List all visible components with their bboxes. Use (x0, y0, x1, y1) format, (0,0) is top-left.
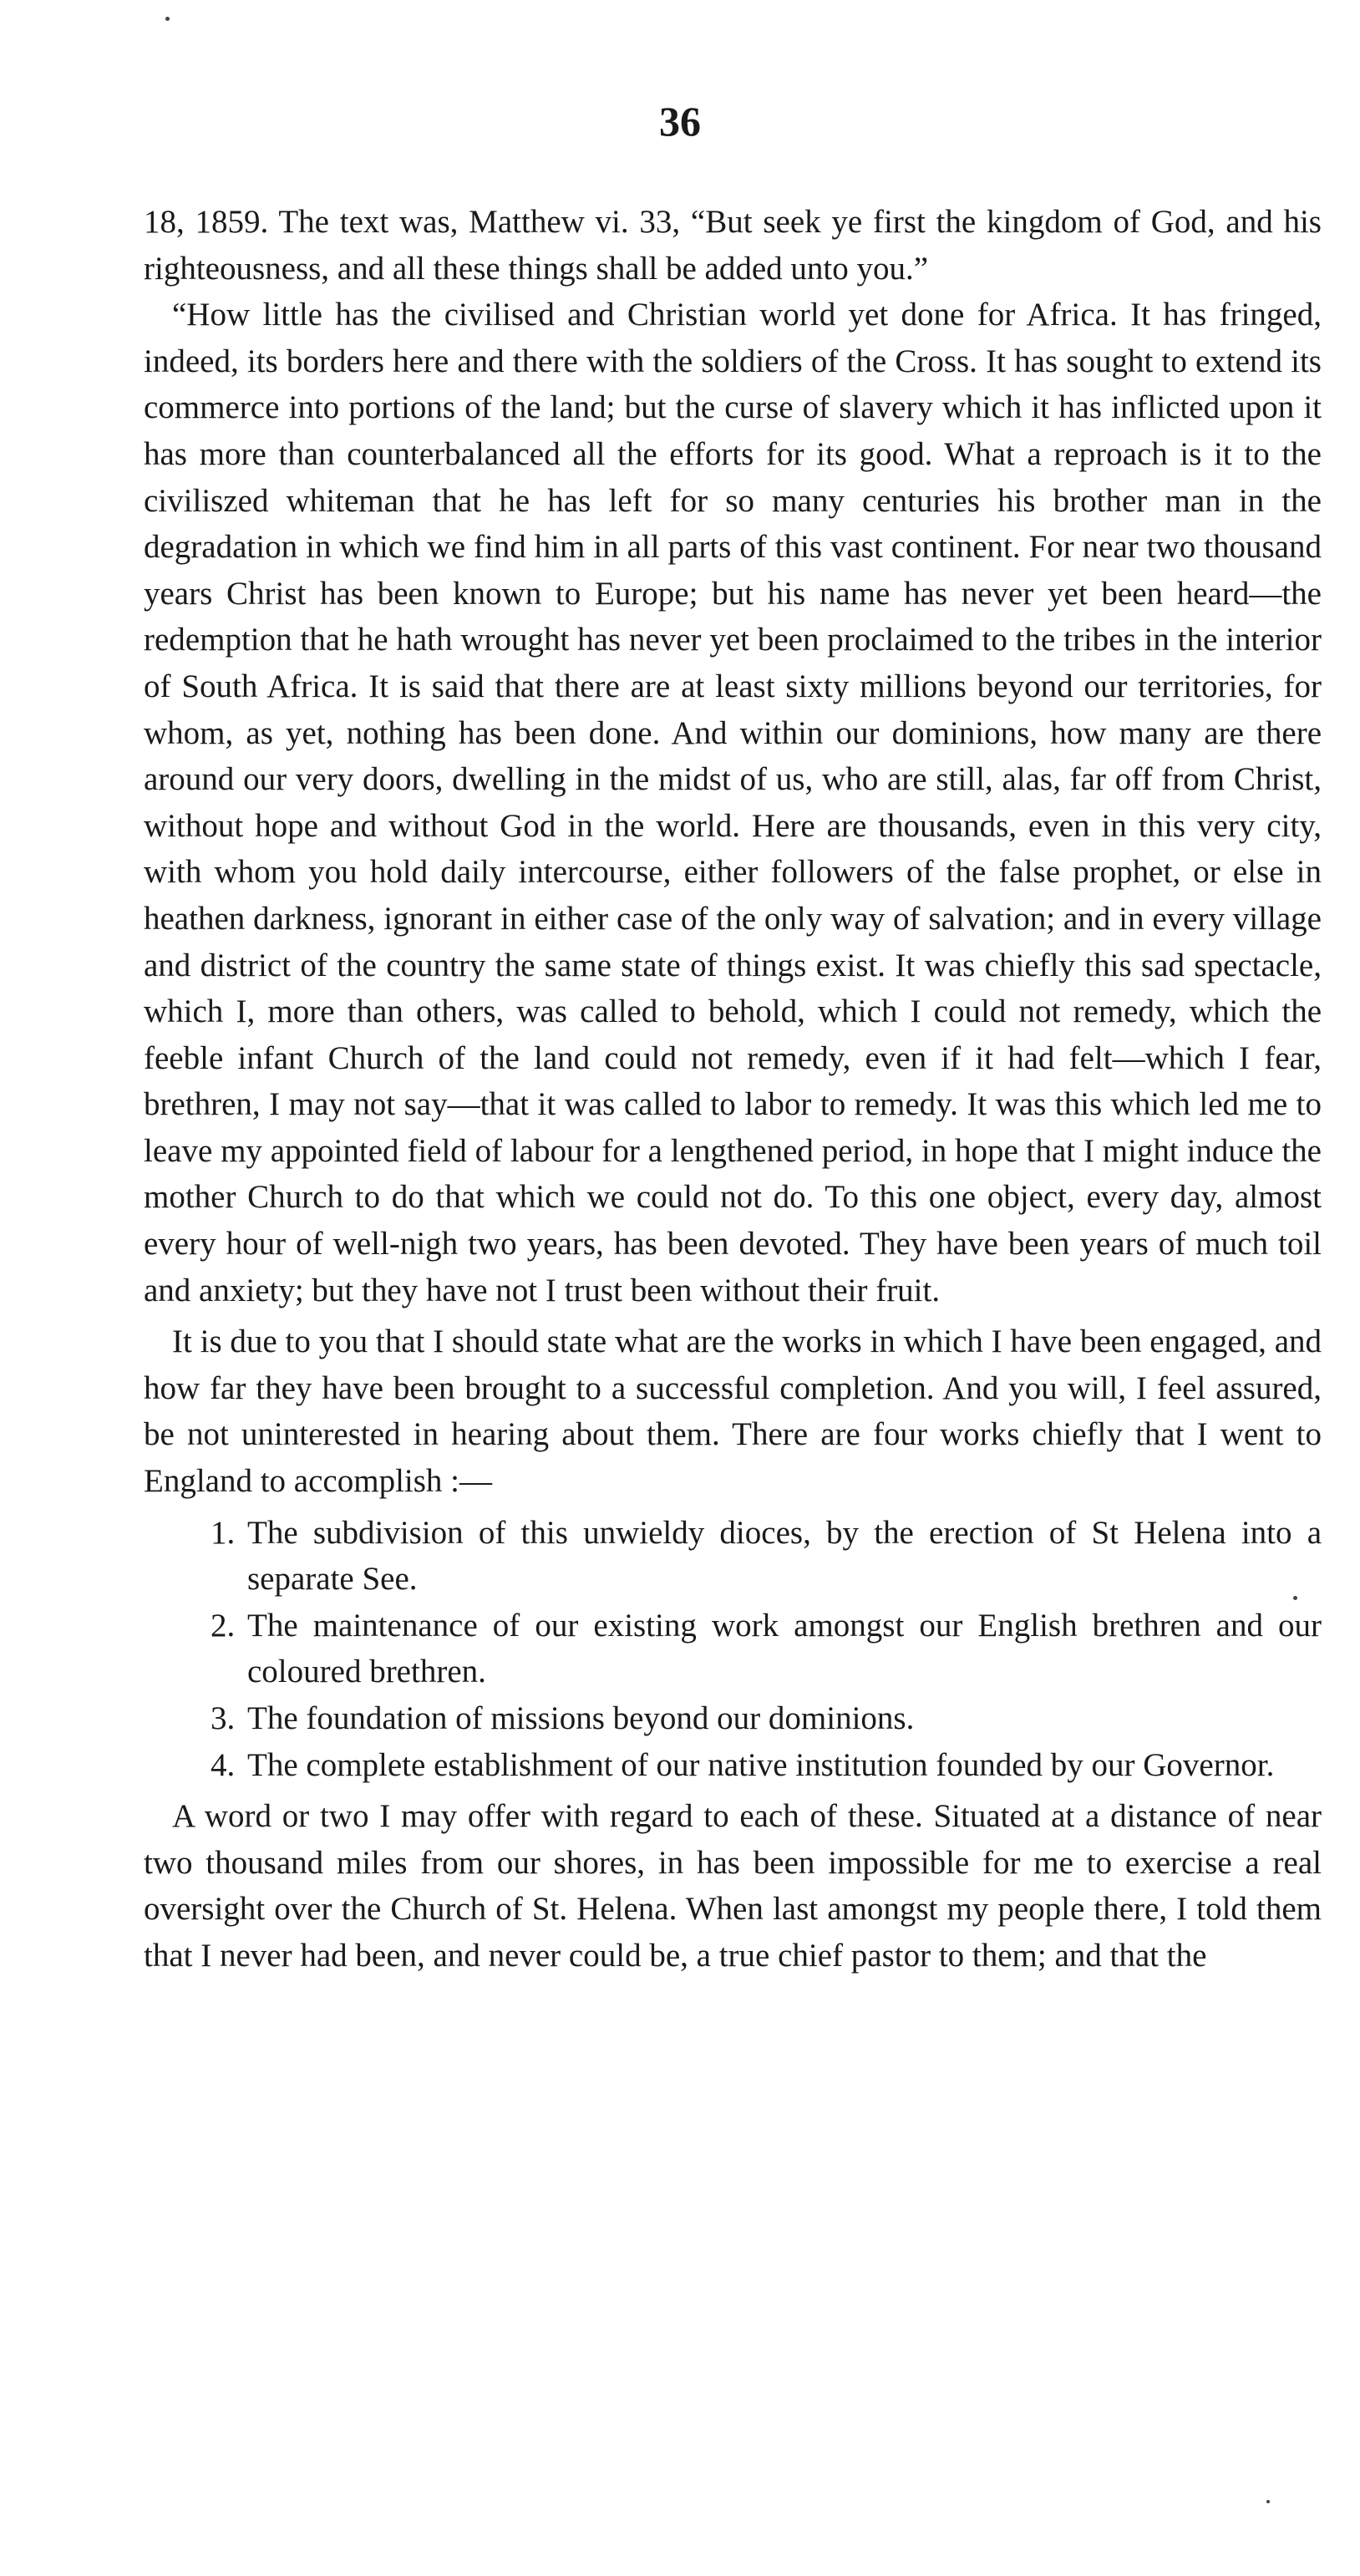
page-number: 36 (659, 98, 701, 145)
print-speck (1293, 1596, 1297, 1600)
list-item-number: 4. (211, 1746, 236, 1783)
list-item (211, 1742, 1322, 1789)
paragraph-continuation: 18, 1859. The text was, Matthew vi. 33, “But seek ye first the kingdom of God, and his righteousness, and all these things shall be added unto you.” (144, 204, 1322, 287)
list-item (211, 1510, 1322, 1603)
list-item-text: The complete establishment of our native institution founded by our Governor. (247, 1746, 1275, 1783)
list-item-text: The foundation of missions beyond our dominions. (247, 1700, 915, 1736)
list-item-text: The maintenance of our existing work amongst our English brethren and our coloured brethren. (247, 1607, 1322, 1690)
list-item-text: The subdivision of this unwieldy dioces, by the erection of St Helena into a separate See. (247, 1514, 1322, 1598)
works-list (144, 1510, 1322, 1789)
body-text (144, 199, 1322, 1979)
paragraph-works-intro: It is due to you that I should state what are the works in which I have been engaged, and how far they have been brought to a successful completion. And you will, I feel assured, be not uninterested in hearing about them. There are four works chiefly that I went to England to accomplish :— (144, 1324, 1322, 1500)
print-speck (165, 17, 170, 21)
list-item-number: 2. (211, 1607, 236, 1644)
list-item-number: 1. (211, 1514, 236, 1551)
list-item (211, 1603, 1322, 1695)
list-item-number: 3. (211, 1700, 236, 1736)
print-speck (1266, 2500, 1270, 2503)
list-item (211, 1695, 1322, 1742)
paragraph-quotation: “How little has the civilised and Christian world yet done for Africa. It has fringed, indeed, its borders here and there with the soldiers of the Cross. It has sought to extend its commerce into portions of the land; but the curse of slavery which it has inflicted upon it has more than counterbalanced all the efforts for its good. What a reproach is it to the civiliszed whiteman that he has left for so many centuries his brother man in the degradation in which we find him in all parts of this vast continent. For near two thousand years Christ has been known to Europe; but his name has never yet been heard—the redemption that he hath wrought has never yet been proclaimed to the tribes in the interior of South Africa. It is said that there are at least sixty millions beyond our territories, for whom, as yet, nothing has been done. And within our dominions, how many are there around our very doors, dwelling in the midst of us, who are still, alas, far off from Christ, without hope and without God in the world. Here are thousands, even in this very city, with whom you hold daily intercourse, either followers of the false prophet, or else in heathen darkness, ignorant in either case of the only way of salvation; and in every village and district of the country the same state of things exist. It was chiefly this sad spectacle, which I, more than others, was called to behold, which I could not remedy, which the feeble infant Church of the land could not remedy, even if it had felt—which I fear, brethren, I may not say—that it was called to labor to remedy. It was this which led me to leave my appointed field of labour for a lengthened period, in hope that I might induce the mother Church to do that which we could not do. To this one object, every day, almost every hour of well-nigh two years, has been devoted. They have been years of much toil and anxiety; but they have not I trust been without their fruit. (144, 297, 1322, 1308)
paragraph-closing: A word or two I may offer with regard to each of these. Situated at a distance of near two thousand miles from our shores, in has been impossible for me to exercise a real oversight over the Church of St. Helena. When last amongst my people there, I told them that I never had been, and never could be, a true chief pastor to them; and that the (144, 1798, 1322, 1974)
